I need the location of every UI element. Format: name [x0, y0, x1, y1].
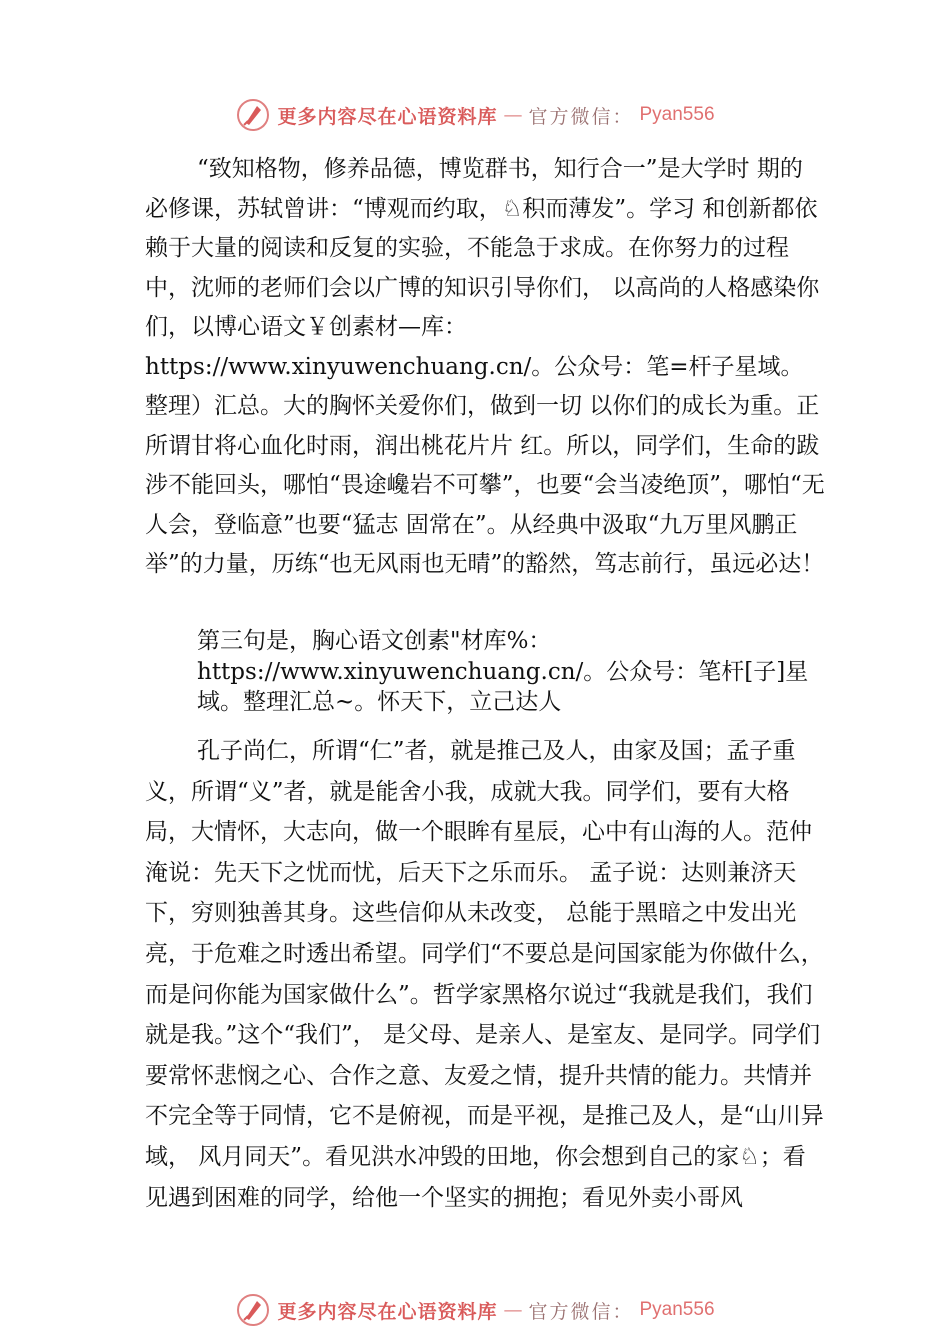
banner-wechat-label: 官方微信：: [528, 105, 634, 128]
paragraph-1: [145, 150, 825, 585]
footer-banner: [0, 1290, 950, 1330]
paragraph-2: [197, 626, 837, 718]
banner-wechat-id: Pyan556: [639, 104, 715, 125]
paragraph-3: [145, 731, 825, 1218]
pen-nib-logo-icon: [235, 1292, 271, 1328]
paragraph-3-text: 孔子尚仁，所谓“仁”者，就是推己及人，由家及国；孟子重义，所谓“义”者，就是能舍小我，成就大我。同学们，要有大格局，大情怀，大志向，做一个眼眸有星辰，心中有山海的人。范仲淹说：先天下之忧而忧，后天下之乐而乐。 孟子说：达则兼济天下，穷则独善其身。这些信仰从未改变， 总能于黑暗之中发出光亮，于危难之时透出希望。同学们“不要总是问国家能为你做什么，而是问你能为国家做什么”。哲学家黑格尔说过“我就是我们，我们就是我。”这个“我们”， 是父母、是亲人、是室友、是同学。同学们要常怀悲悯之心、合作之意、友爱之情，提升共情的能力。共情并不完全等于同情，它不是俯视，而是平视，是推己及人，是“山川异域， 风月同天”。看见洪水冲毁的田地，你会想到自己的家♘；看见遇到困难的同学，给他一个坚实的拥抱；看见外卖小哥风: [145, 738, 824, 1211]
banner-site-name: 更多内容尽在心语资料库: [277, 105, 498, 128]
paragraph-2-text: 第三句是，胸心语文创素"材库%：https://www.xinyuwenchuang.cn/。公众号：笔杆[子]星域。整理汇总~。怀天下，立己达人: [197, 628, 809, 715]
banner-dash: —: [503, 104, 523, 126]
header-banner: [0, 95, 950, 135]
banner-wechat-label: 官方微信：: [528, 1300, 634, 1323]
paragraph-1-text: “致知格物，修养品德，博览群书，知行合一”是大学时 期的必修课，苏轼曾讲：“博观而约取，♘积而薄发”。学习 和创新都依赖于大量的阅读和反复的实验，不能急于求成。在你努力的过程中，沈师的老师们会以广博的知识引导你们， 以高尚的人格感染你们，以博心语文￥创素材—库：https://www.xinyuwenchuang.cn/。公众号：笔=杆子星域。整理）汇总。大的胸怀关爱你们，做到一切 以你们的成长为重。正所谓甘将心血化时雨，润出桃花片片 红。所以，同学们，生命的跋涉不能回头，哪怕“畏途巉岩不可攀”，也要“会当凌绝顶”，哪怕“无人会，登临意”也要“猛志 固常在”。从经典中汲取“九万里风鹏正举”的力量，历练“也无风雨也无晴”的豁然，笃志前行，虽远必达！: [145, 156, 825, 577]
banner-wechat-id: Pyan556: [639, 1299, 715, 1320]
banner-dash: —: [503, 1299, 523, 1321]
pen-nib-logo-icon: [235, 97, 271, 133]
banner-site-name: 更多内容尽在心语资料库: [277, 1300, 498, 1323]
